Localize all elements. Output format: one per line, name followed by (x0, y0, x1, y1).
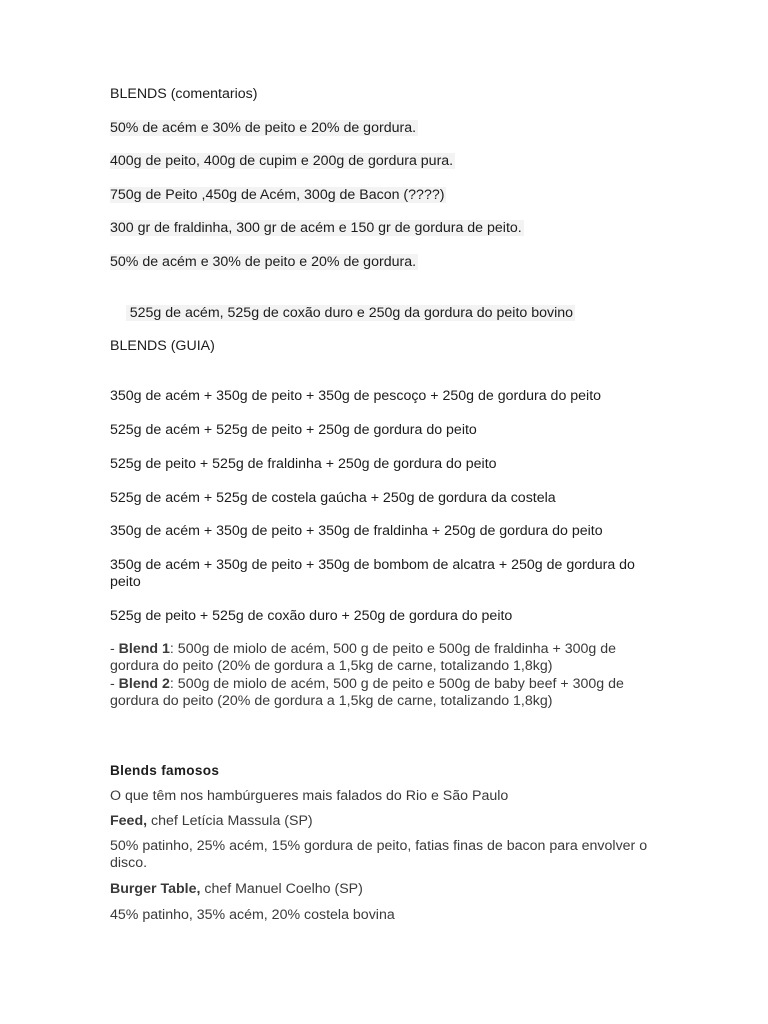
comentario-item (110, 120, 670, 137)
guia-item: 525g de peito + 525g de coxão duro + 250g de gordura do peito (110, 608, 513, 624)
comentario-item (110, 254, 670, 271)
comentario-text: 525g de acém, 525g de coxão duro e 250g da gordura do peito bovino (125, 305, 574, 321)
restaurant-name: Burger Table, (110, 881, 201, 897)
comentario-text: 300 gr de fraldinha, 300 gr de acém e 150 gr de gordura de peito. (110, 220, 522, 236)
restaurant-title (110, 881, 670, 898)
blend-prefix: - (110, 676, 119, 692)
blend-description: : 500g de miolo de acém, 500 g de peito e 500g de fraldinha + 300g de gordura do peito (20% de gordura a 1,5kg de carne, totalizando 1,8kg) (110, 641, 616, 674)
blend-1-entry (110, 641, 655, 675)
blend-prefix: - (110, 641, 119, 657)
restaurant-title (110, 813, 670, 830)
section-heading-famosos: Blends famosos (110, 763, 220, 778)
comentario-item (110, 288, 670, 339)
blend-description: : 500g de miolo de acém, 500 g de peito e 500g de baby beef + 300g de gordura do peito (20% de gordura a 1,5kg de carne, totalizando 1,8kg) (110, 676, 624, 709)
restaurant-name: Feed, (110, 813, 148, 829)
section-heading-comentarios: BLENDS (comentarios) (110, 86, 258, 102)
guia-item: 525g de acém + 525g de peito + 250g de gordura do peito (110, 422, 477, 438)
blend-name: Blend 1 (118, 641, 170, 657)
comentario-item (110, 153, 670, 170)
comentario-item (110, 220, 670, 237)
comentario-text: 50% de acém e 30% de peito e 20% de gordura. (110, 120, 417, 136)
restaurant-recipe: 50% patinho, 25% acém, 15% gordura de peito, fatias finas de bacon para envolver o disco. (110, 838, 648, 871)
comentario-item (110, 187, 670, 204)
blend-2-entry (110, 676, 655, 710)
comentario-text: 50% de acém e 30% de peito e 20% de gordura. (110, 254, 417, 270)
guia-item: 350g de acém + 350g de peito + 350g de pescoço + 250g de gordura do peito (110, 388, 602, 404)
blend-name: Blend 2 (118, 676, 170, 692)
restaurant-recipe: 45% patinho, 35% acém, 20% costela bovina (110, 907, 395, 923)
comentario-text: 750g de Peito ,450g de Acém, 300g de Bacon (????) (110, 187, 445, 203)
restaurant-chef: chef Manuel Coelho (SP) (200, 881, 363, 897)
comentario-text: 400g de peito, 400g de cupim e 200g de gordura pura. (110, 153, 454, 169)
famosos-subtitle: O que têm nos hambúrgueres mais falados do Rio e São Paulo (110, 788, 509, 804)
restaurant-chef: chef Letícia Massula (SP) (147, 813, 313, 829)
guia-item: 525g de acém + 525g de costela gaúcha + 250g de gordura da costela (110, 490, 556, 506)
guia-item: 525g de peito + 525g de fraldinha + 250g de gordura do peito (110, 456, 497, 472)
guia-item: 350g de acém + 350g de peito + 350g de bombom de alcatra + 250g de gordura do peito (110, 557, 635, 590)
section-heading-guia: BLENDS (GUIA) (110, 338, 215, 354)
guia-item: 350g de acém + 350g de peito + 350g de fraldinha + 250g de gordura do peito (110, 523, 603, 539)
